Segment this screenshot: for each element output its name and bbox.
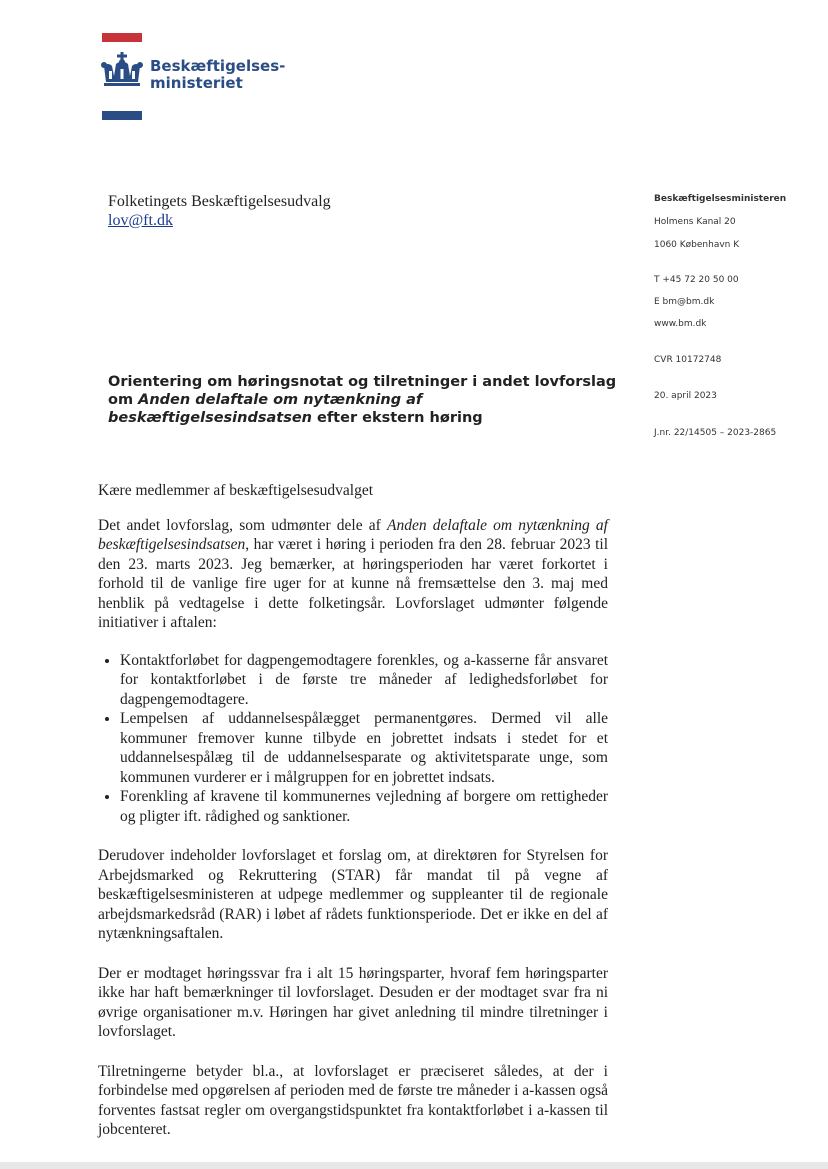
title-part-1: Orientering om høringsnotat og tilretninger i andet lovforslag om: [108, 374, 617, 408]
title-italic: Anden delaftale om nytænkning af beskæftigelsesindsatsen: [108, 392, 423, 426]
list-item: • Lempelsen af uddannelsespålægget permanentgøres. Dermed vil alle kommuner fremover kunne tilbyde en jobrettet indsats i stedet for et uddannelsespålæg til de uddannelsesparate og aktivitetsparate unge, som kommunen vurderer er i målgruppen for en jobrettet indsats.: [120, 709, 608, 787]
logo-wordmark: [150, 58, 285, 92]
intro-text-b: , har været i høring i perioden fra den 28. februar 2023 til den 23. marts 2023. Jeg bemærker, at høringsperioden har været forkortet i forhold til de vanlige fire uger for at kunne nå fremsættelse den 3. maj med henblik på vedtagelse i dette folketingsår. Lovforslaget udmønter følgende initiativer i aftalen:: [98, 536, 608, 631]
letter-body: [98, 481, 608, 1140]
journal-number: J.nr. 22/14505 – 2023-2865: [654, 428, 777, 438]
letter-title: [108, 373, 618, 427]
intro-paragraph: [98, 516, 608, 633]
paragraph-hearing-responses: Der er modtaget høringssvar fra i alt 15 høringsparter, hvoraf fem høringsparter ikke har haft bemærkninger til lovforslaget. Desuden er der modtaget svar fra ni øvrige organisationer m.v. Høringen har givet anledning til mindre tilretninger i lovforslaget.: [98, 964, 608, 1040]
initiative-list: [98, 651, 608, 827]
recipient-email-link[interactable]: lov@ft.dk: [108, 212, 173, 229]
sender-city: 1060 København K: [654, 240, 740, 250]
paragraph-star-mandate: Derudover indeholder lovforslaget et forslag om, at direktøren for Styrelsen for Arbejdsmarked og Rekruttering (STAR) får mandat til på vegne af beskæftigelsesministeren at udpege medlemmer og suppleanter til de regionale arbejdsmarkedsråd (RAR) i løbet af rådets funktionsperiode. Det er ikke en del af nytænkningsaftalen.: [98, 847, 608, 942]
logo-line-2: ministeriet: [150, 74, 243, 92]
crown-icon: [100, 52, 144, 90]
list-item: • Forenkling af kravene til kommunernes vejledning af borgere om rettigheder og pligter ift. rådighed og sanktioner.: [120, 787, 608, 826]
recipient-name: Folketingets Beskæftigelsesudvalg: [108, 193, 331, 210]
logo-line-1: Beskæftigelses-: [150, 57, 286, 75]
sender-web: www.bm.dk: [654, 319, 707, 329]
paragraph-adjustments: Tilretningerne betyder bl.a., at lovforslaget er præciseret således, at der i forbindelse med opgørelsen af perioden med de første tre måneder i a-kassen også forventes fastsat regler om overgangstidspunktet fra kontaktforløbet i a-kassen til jobcenteret.: [98, 1062, 608, 1138]
sender-phone: T +45 72 20 50 00: [654, 275, 739, 285]
sender-street: Holmens Kanal 20: [654, 217, 736, 227]
page-bottom-edge: [0, 1162, 828, 1169]
logo-red-bar: [102, 33, 142, 42]
recipient-block: [108, 192, 331, 230]
sender-org: Beskæftigelsesministeren: [654, 194, 787, 204]
intro-text-a: Det andet lovforslag, som udmønter dele af: [98, 516, 387, 534]
sender-email: E bm@bm.dk: [654, 297, 715, 307]
list-item: • Kontaktforløbet for dagpengemodtagere forenkles, og a-kasserne får ansvaret for kontaktforløbet i de første tre måneder af ledighedsforløbet for dagpengemodtagere.: [120, 651, 608, 710]
salutation: Kære medlemmer af beskæftigelsesudvalget: [98, 482, 374, 499]
letter-date: 20. april 2023: [654, 391, 717, 401]
sender-cvr: CVR 10172748: [654, 355, 722, 365]
title-part-2: efter ekstern høring: [311, 410, 483, 426]
intro-italic: Anden delaftale om nytænkning af beskæftigelsesindsatsen: [98, 516, 608, 553]
logo-blue-bar: [102, 111, 142, 120]
